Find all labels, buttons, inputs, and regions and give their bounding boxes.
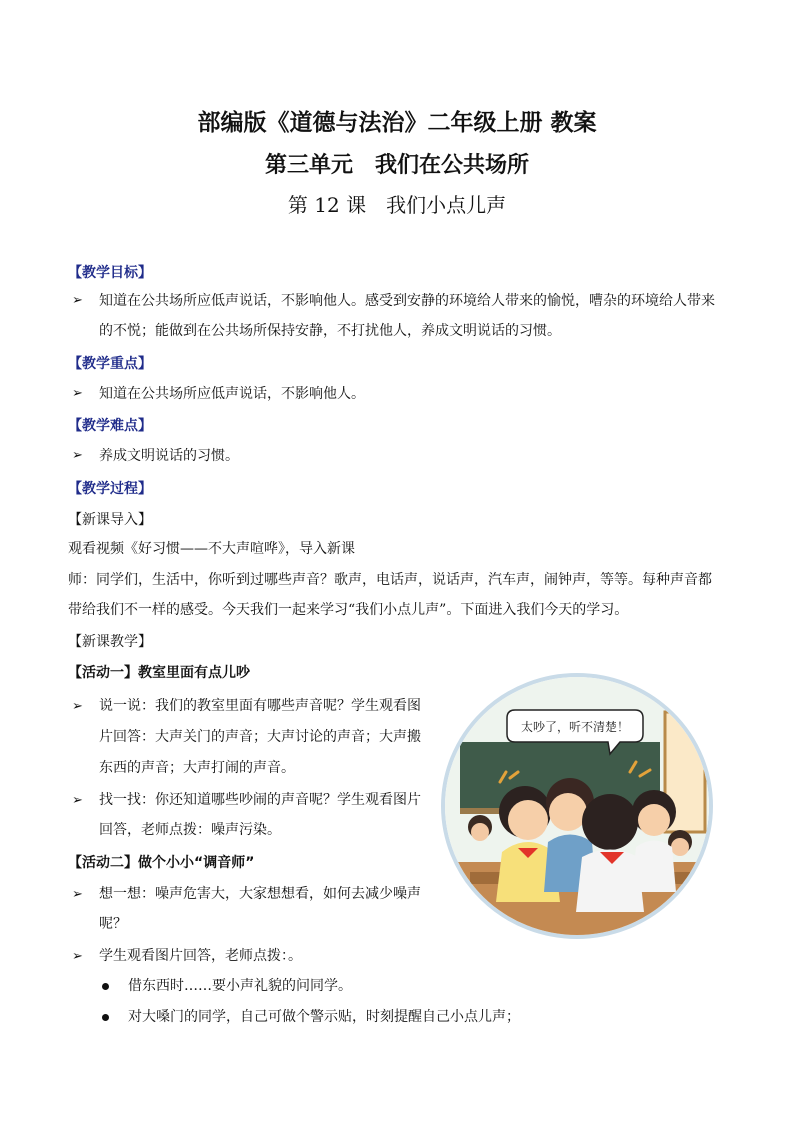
bullet-icon: ➢ xyxy=(72,793,83,808)
bullet-icon: ➢ xyxy=(72,699,83,714)
bullet-icon: ➢ xyxy=(72,386,83,401)
difficult-text: 养成文明说话的习惯。 xyxy=(99,448,239,464)
bullet-dot-icon xyxy=(102,983,109,990)
intro-text-1: 观看视频《好习惯——不大声喧哗》，导入新课 xyxy=(68,541,355,557)
bullet-icon: ➢ xyxy=(72,949,83,964)
act2-b1-l2: 呢？ xyxy=(99,916,127,932)
bullet-dot-icon xyxy=(102,1014,109,1021)
bullet-icon: ➢ xyxy=(72,448,83,463)
intro-heading: 【新课导入】 xyxy=(68,512,152,528)
act1-b2-l2: 回答，老师点拨：噪声污染。 xyxy=(99,822,281,838)
act1-b1-l3: 东西的声音；大声打闹的声音。 xyxy=(99,760,295,776)
act2-d2: 对大嗓门的同学，自己可做个警示贴，时刻提醒自己小点儿声； xyxy=(128,1009,520,1025)
activity2-heading: 【活动二】做个小小“调音师” xyxy=(68,855,255,871)
act1-b2-l1: 找一找：你还知道哪些吵闹的声音呢？学生观看图片 xyxy=(99,792,421,808)
teach-heading: 【新课教学】 xyxy=(68,634,152,650)
act1-b1-l2: 片回答：大声关门的声音；大声讨论的声音；大声搬 xyxy=(99,729,421,745)
activity1-heading: 【活动一】教室里面有点儿吵 xyxy=(68,665,250,681)
bullet-icon: ➢ xyxy=(72,887,83,902)
intro-text-2: 师：同学们，生活中，你听到过哪些声音？歌声，电话声，说话声，汽车声，闹钟声，等等。每种声音都 xyxy=(68,572,712,588)
key-heading: 【教学重点】 xyxy=(68,356,152,372)
unit-title: 第三单元 我们在公共场所 xyxy=(264,153,529,178)
goals-text-1: 知道在公共场所应低声说话，不影响他人。感受到安静的环境给人带来的愉悦，嘈杂的环境给人带来 xyxy=(99,293,715,309)
act2-b1-l1: 想一想：噪声危害大，大家想想看，如何去减少噪声 xyxy=(99,886,421,902)
act2-d1: 借东西时……要小声礼貌的问同学。 xyxy=(128,978,352,994)
speech-bubble-text: 太吵了，听不清楚！ xyxy=(520,720,630,734)
act2-b2-l1: 学生观看图片回答，老师点拨：。 xyxy=(99,948,302,964)
document-title: 部编版《道德与法治》二年级上册 教案 xyxy=(197,110,597,136)
difficult-heading: 【教学难点】 xyxy=(68,418,152,434)
lesson-title: 第 12 课 我们小点儿声 xyxy=(287,193,507,217)
process-heading: 【教学过程】 xyxy=(68,481,152,497)
act1-b1-l1: 说一说：我们的教室里面有哪些声音呢？学生观看图 xyxy=(99,698,421,714)
goals-text-2: 的不悦；能做到在公共场所保持安静，不打扰他人，养成文明说话的习惯。 xyxy=(99,323,561,339)
goals-heading: 【教学目标】 xyxy=(68,265,152,281)
key-text: 知道在公共场所应低声说话，不影响他人。 xyxy=(99,386,365,402)
classroom-illustration xyxy=(440,672,714,940)
bullet-icon: ➢ xyxy=(72,293,83,308)
intro-text-3: 带给我们不一样的感受。今天我们一起来学习“我们小点儿声”。下面进入我们今天的学习。 xyxy=(68,602,629,618)
